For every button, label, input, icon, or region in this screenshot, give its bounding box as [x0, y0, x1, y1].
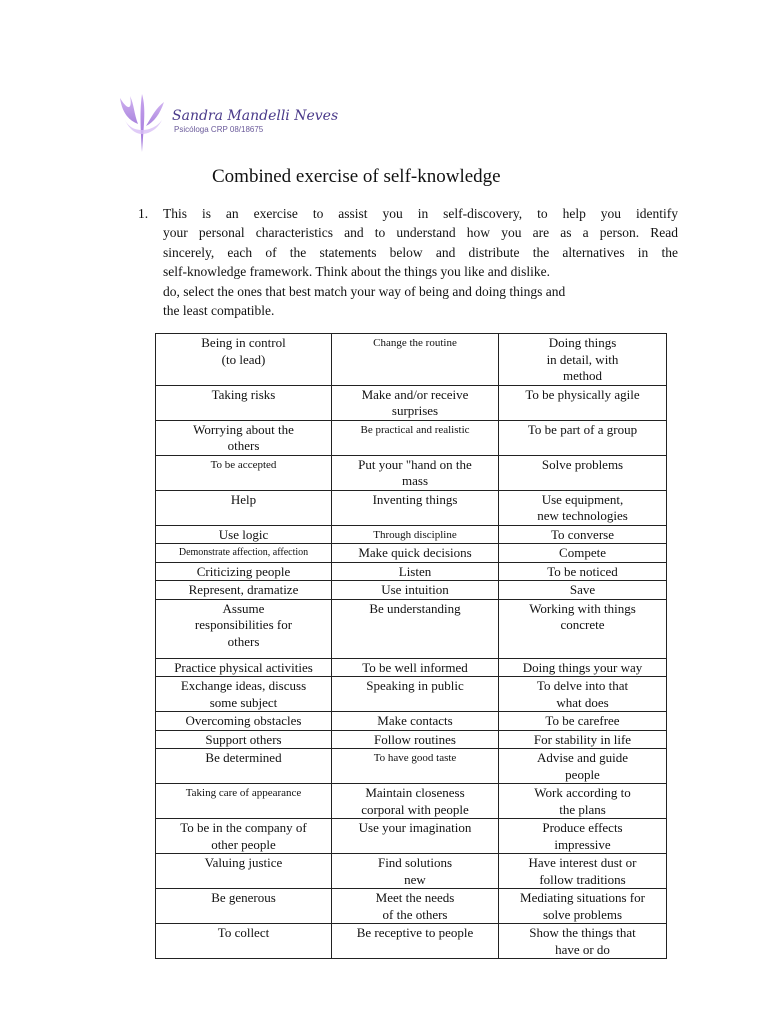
table-cell: Help — [156, 490, 332, 525]
table-cell: Inventing things — [332, 490, 499, 525]
table-cell: Follow routines — [332, 730, 499, 749]
table-row — [156, 712, 667, 731]
logo-flame-icon — [112, 92, 172, 154]
table-cell: Criticizing people — [156, 562, 332, 581]
table-cell: Mediating situations for solve problems — [499, 889, 667, 924]
table-row — [156, 784, 667, 819]
table-row — [156, 730, 667, 749]
table-cell: Be determined — [156, 749, 332, 784]
table-cell: Listen — [332, 562, 499, 581]
table-cell: Being in control (to lead) — [156, 334, 332, 386]
table-body — [156, 334, 667, 959]
table-cell: Save — [499, 581, 667, 600]
intro-line: do, select the ones that best match your way of being and doing things and — [163, 283, 566, 299]
list-number: 1. — [138, 206, 149, 221]
table-cell: For stability in life — [499, 730, 667, 749]
table-cell: Change the routine — [332, 334, 499, 386]
table-row — [156, 889, 667, 924]
table-cell: To be accepted — [156, 455, 332, 490]
table-cell: Represent, dramatize — [156, 581, 332, 600]
table-cell: Taking risks — [156, 385, 332, 420]
table-cell: Be receptive to people — [332, 924, 499, 959]
table-cell: To delve into that what does — [499, 677, 667, 712]
intro-line: the least compatible. — [163, 303, 275, 319]
intro-line: your personal characteristics and to understand how you are as a person. Read — [163, 225, 678, 241]
table-cell: Support others — [156, 730, 332, 749]
table-row — [156, 677, 667, 712]
intro-line: sincerely, each of the statements below and distribute the alternatives in the — [163, 244, 678, 260]
table-cell: Make and/or receive surprises — [332, 385, 499, 420]
table-cell: To have good taste — [332, 749, 499, 784]
logo-subtitle: Psicóloga CRP 08/18675 — [174, 125, 264, 134]
table-cell: Doing things in detail, with method — [499, 334, 667, 386]
table-row — [156, 599, 667, 658]
table-row — [156, 581, 667, 600]
logo-name: Sandra Mandelli Neves — [172, 108, 339, 124]
table-cell: Exchange ideas, discuss some subject — [156, 677, 332, 712]
logo — [112, 92, 339, 154]
table-cell: Maintain closeness corporal with people — [332, 784, 499, 819]
table-cell: Overcoming obstacles — [156, 712, 332, 731]
intro-line: self-knowledge framework. Think about the things you like and dislike. — [163, 264, 551, 280]
table-cell: Put your "hand on the mass — [332, 455, 499, 490]
table-row — [156, 854, 667, 889]
table-cell: To be noticed — [499, 562, 667, 581]
table-cell: Advise and guide people — [499, 749, 667, 784]
table-cell: Work according to the plans — [499, 784, 667, 819]
table-cell: Use logic — [156, 525, 332, 544]
table-cell: To converse — [499, 525, 667, 544]
table-cell: Solve problems — [499, 455, 667, 490]
table-row — [156, 544, 667, 563]
table-row — [156, 658, 667, 677]
table-row — [156, 385, 667, 420]
table-cell: Make quick decisions — [332, 544, 499, 563]
table-cell: Show the things that have or do — [499, 924, 667, 959]
page-title: Combined exercise of self-knowledge — [212, 166, 501, 187]
table-cell: To be well informed — [332, 658, 499, 677]
table-cell: Be generous — [156, 889, 332, 924]
table-cell: Find solutions new — [332, 854, 499, 889]
intro-line: This is an exercise to assist you in self-discovery, to help you identify — [163, 206, 678, 221]
table-cell: Use your imagination — [332, 819, 499, 854]
table-cell: Be understanding — [332, 599, 499, 658]
table-cell: Valuing justice — [156, 854, 332, 889]
table-cell: To be part of a group — [499, 420, 667, 455]
table-cell: Speaking in public — [332, 677, 499, 712]
table-row — [156, 455, 667, 490]
table-cell: Working with things concrete — [499, 599, 667, 658]
table-cell: To be in the company of other people — [156, 819, 332, 854]
table-cell: Worrying about the others — [156, 420, 332, 455]
table-row — [156, 334, 667, 386]
table-cell: Have interest dust or follow traditions — [499, 854, 667, 889]
table-row — [156, 420, 667, 455]
self-knowledge-table — [155, 333, 667, 959]
table-cell: Make contacts — [332, 712, 499, 731]
table-row — [156, 819, 667, 854]
table-cell: To collect — [156, 924, 332, 959]
table-cell: To be carefree — [499, 712, 667, 731]
table-cell: To be physically agile — [499, 385, 667, 420]
table-row — [156, 525, 667, 544]
table-cell: Assume responsibilities for others — [156, 599, 332, 658]
table-cell: Through discipline — [332, 525, 499, 544]
table-cell: Compete — [499, 544, 667, 563]
table-row — [156, 562, 667, 581]
table-cell: Meet the needs of the others — [332, 889, 499, 924]
table-cell: Be practical and realistic — [332, 420, 499, 455]
table-cell: Demonstrate affection, affection — [156, 544, 332, 563]
table-row — [156, 924, 667, 959]
table-cell: Taking care of appearance — [156, 784, 332, 819]
intro-paragraph — [138, 204, 678, 320]
table-cell: Doing things your way — [499, 658, 667, 677]
table-cell: Produce effects impressive — [499, 819, 667, 854]
table-cell: Practice physical activities — [156, 658, 332, 677]
table-cell: Use equipment, new technologies — [499, 490, 667, 525]
table-row — [156, 749, 667, 784]
table-row — [156, 490, 667, 525]
table-cell: Use intuition — [332, 581, 499, 600]
